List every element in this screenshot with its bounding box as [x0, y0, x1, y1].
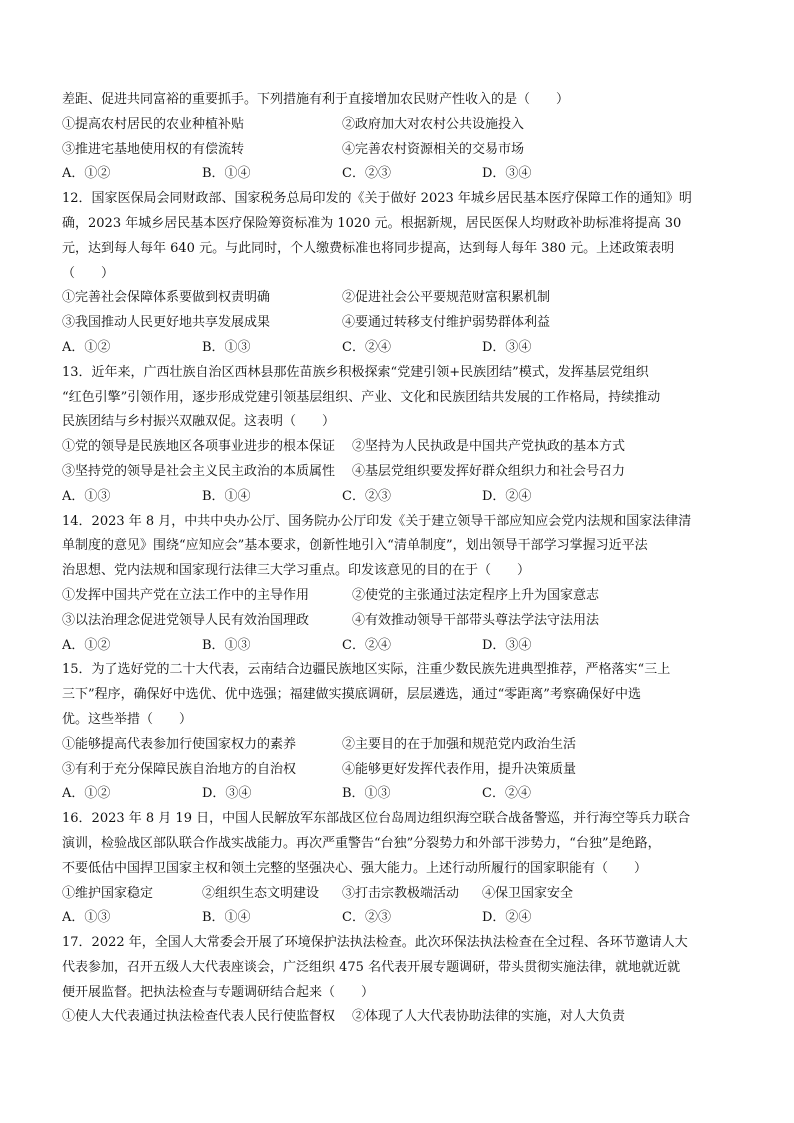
q14-options-row: [62, 609, 734, 634]
q14-option-4: ④有效推动领导干部带头尊法学法守法用法: [352, 612, 600, 628]
q17-stem-line: 代表参加，召开五级人大代表座谈会，广泛组织 475 名代表开展专题调研，带头贯彻实施法律，就地就近就: [62, 959, 681, 975]
q16-stem-line: 16．2023 年 8 月 19 日，中国人民解放军东部战区位台岛周边组织海空联合战备警巡，并行海空等兵力联合: [62, 811, 691, 827]
q12-stem-line: （ ）: [62, 265, 115, 281]
q12-options-row: [62, 286, 734, 311]
q16-answer-a: A．①③: [62, 910, 111, 926]
q11-answer-c: C．②③: [342, 166, 391, 182]
q16-answers: [62, 906, 734, 931]
q15-option-1: ①能够提高代表参加行使国家权力的素养: [62, 736, 297, 752]
q14-option-2: ②使党的主张通过法定程序上升为国家意志: [352, 587, 600, 603]
q16-option-4: ④保卫国家安全: [482, 885, 574, 901]
q13-options-row: [62, 435, 734, 460]
q16-answer-d: D．②④: [482, 910, 532, 926]
q13-stem-line: 民族团结与乡村振兴双融双促。这表明（ ）: [62, 414, 336, 430]
q12-stem-line: 12．国家医保局会同财政部、国家税务总局印发的《关于做好 2023 年城乡居民基本医疗保障工作的通知》明: [62, 191, 692, 207]
q15-answer-3: B．①③: [342, 786, 391, 802]
question-content: [62, 88, 734, 1030]
q12-answer-a: A．①②: [62, 339, 111, 355]
q11-option-4: ④完善农村资源相关的交易市场: [342, 141, 525, 157]
q16-answer-c: C．②③: [342, 910, 391, 926]
q13-answer-c: C．②③: [342, 488, 391, 504]
q15-answers: [62, 782, 734, 807]
q12-stem-line: 确，2023 年城乡居民基本医疗保险筹资标准为 1020 元。根据新规，居民医保人均财政补助标准将提高 30: [62, 215, 682, 231]
q15-answer-2: D．③④: [202, 786, 252, 802]
q11-options-row: [62, 113, 734, 138]
q13-stem-line: 13．近年来，广西壮族自治区西林县那佐苗族乡积极探索“党建引领+民族团结”模式，发挥基层党组织: [62, 364, 649, 380]
q15-answer-4: C．②④: [482, 786, 531, 802]
q14-answers: [62, 634, 734, 659]
q12-answers: [62, 336, 734, 361]
q13-option-1: ①党的领导是民族地区各项事业进步的根本保证: [62, 439, 336, 455]
q13-answer-b: B．①④: [202, 488, 251, 504]
q17-option-1: ①使人大代表通过执法检查代表人民行使监督权: [62, 1009, 336, 1025]
q11-answer-d: D．③④: [482, 166, 532, 182]
q16-option-1: ①维护国家稳定: [62, 885, 154, 901]
q14-option-1: ①发挥中国共产党在立法工作中的主导作用: [62, 587, 310, 603]
q12-option-3: ③我国推动人民更好地共享发展成果: [62, 315, 271, 331]
q16-stem-line: 不要低估中国捍卫国家主权和领土完整的坚强决心、强大能力。上述行动所履行的国家职能有（ ）: [62, 860, 648, 876]
q17-stem-line: 便开展监督。把执法检查与专题调研结合起来（ ）: [62, 984, 375, 1000]
q13-answer-a: A．①③: [62, 488, 111, 504]
q12-option-1: ①完善社会保障体系要做到权责明确: [62, 290, 271, 306]
q14-stem-line: 14．2023 年 8 月，中共中央办公厅、国务院办公厅印发《关于建立领导干部应知应会党内法规和国家法律清: [62, 513, 692, 529]
q11-stem-line: 差距、促进共同富裕的重要抓手。下列措施有利于直接增加农民财产性收入的是（ ）: [62, 92, 570, 107]
q15-options-row: [62, 733, 734, 758]
q14-answer-d: D．③④: [482, 637, 532, 653]
q11-answer-b: B．①④: [202, 166, 251, 182]
q14-answer-a: A．①②: [62, 637, 111, 653]
q15-stem-line: 15．为了选好党的二十大代表，云南结合边疆民族地区实际，注重少数民族先进典型推荐，严格落实“三上: [62, 662, 671, 678]
q14-stem-line: 治思想、党内法规和国家现行法律三大学习重点。印发该意见的目的在于（ ）: [62, 563, 531, 579]
q12-answer-d: D．③④: [482, 339, 532, 355]
q11-answer-a: A．①②: [62, 166, 111, 182]
q15-options-row: [62, 758, 734, 783]
q14-options-row: [62, 584, 734, 609]
q14-answer-b: B．①③: [202, 637, 251, 653]
q17-options-row: [62, 1005, 734, 1030]
q14-option-3: ③以法治理念促进党领导人民有效治国理政: [62, 612, 310, 628]
q12-answer-c: C．②④: [342, 339, 391, 355]
q11-option-3: ③推进宅基地使用权的有偿流转: [62, 141, 245, 157]
q11-answers: [62, 162, 734, 187]
q13-stem-line: “红色引擎”引领作用，逐步形成党建引领基层组织、产业、文化和民族团结共发展的工作格局，持续推动: [62, 389, 661, 405]
q16-stem-line: 演训，检验战区部队联合作战实战能力。再次严重警告“台独”分裂势力和外部干涉势力，“台独”是绝路，: [62, 835, 661, 851]
q16-option-2: ②组织生态文明建设: [202, 885, 320, 901]
q13-answers: [62, 485, 734, 510]
q11-option-1: ①提高农村居民的农业种植补贴: [62, 116, 245, 132]
q12-options-row: [62, 311, 734, 336]
q15-option-3: ③有利于充分保障民族自治地方的自治权: [62, 761, 297, 777]
q15-stem-line: 三下”程序，确保好中选优、优中选强；福建做实摸底调研，层层遴选，通过“零距离”考察确保好中选: [62, 687, 641, 703]
q14-stem-line: 单制度的意见》围绕“应知应会”基本要求，创新性地引入“清单制度”，划出领导干部学习掌握习近平法: [62, 538, 648, 554]
q15-option-2: ②主要目的在于加强和规范党内政治生活: [342, 736, 577, 752]
q13-option-3: ③坚持党的领导是社会主义民主政治的本质属性: [62, 463, 336, 479]
q13-options-row: [62, 460, 734, 485]
q15-answer-1: A．①②: [62, 786, 111, 802]
q13-option-4: ④基层党组织要发挥好群众组织力和社会号召力: [352, 463, 626, 479]
q16-options-row: [62, 882, 734, 907]
q16-answer-b: B．①④: [202, 910, 251, 926]
q16-option-3: ③打击宗教极端活动: [342, 885, 460, 901]
q11-option-2: ②政府加大对农村公共设施投入: [342, 116, 525, 132]
q12-option-2: ②促进社会公平要规范财富积累机制: [342, 290, 551, 306]
q15-option-4: ④能够更好发挥代表作用，提升决策质量: [342, 761, 577, 777]
q14-answer-c: C．②④: [342, 637, 391, 653]
q13-option-2: ②坚持为人民执政是中国共产党执政的基本方式: [352, 439, 626, 455]
q12-option-4: ④要通过转移支付维护弱势群体利益: [342, 315, 551, 331]
q11-options-row: [62, 138, 734, 163]
q17-option-2: ②体现了人大代表协助法律的实施，对人大负责: [352, 1009, 626, 1025]
q17-stem-line: 17．2022 年，全国人大常委会开展了环境保护法执法检查。此次环保法执法检查在全过程、各环节邀请人大: [62, 935, 688, 951]
q12-answer-b: B．①③: [202, 339, 251, 355]
q12-stem-line: 元，达到每人每年 640 元。与此同时，个人缴费标准也将同步提高，达到每人每年 380 元。上述政策表明: [62, 240, 675, 256]
q13-answer-d: D．②④: [482, 488, 532, 504]
q15-stem-line: 优。这些举措（ ）: [62, 711, 193, 727]
